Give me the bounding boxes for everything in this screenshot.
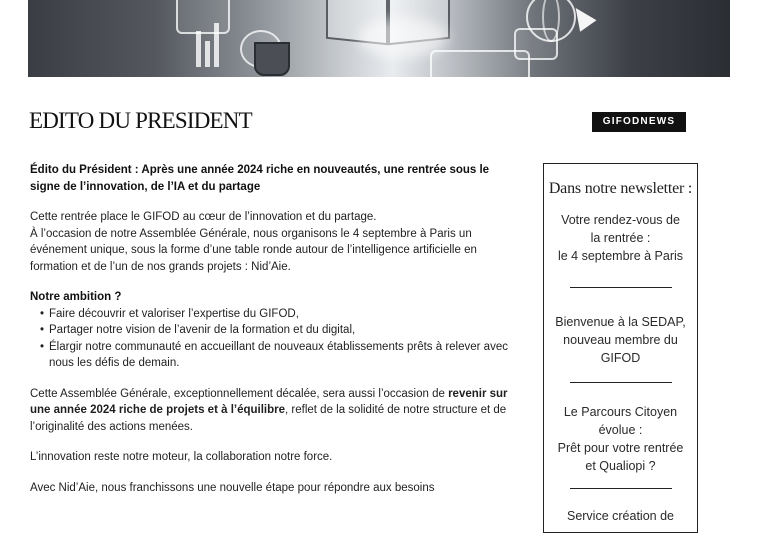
list-item: • Élargir notre communauté en accueillant de nouveaux établissements prêts à relever avec nous les défis de demain. <box>30 339 522 372</box>
assembly-text-bold: revenir sur une année 2024 riche de projets et à l’équilibre <box>30 387 508 416</box>
hero-bar-1 <box>196 31 201 67</box>
article-paragraph-event: À l’occasion de notre Assemblée Générale, nous organisons le 4 septembre à Paris un événement unique, sous la forme d’une table ronde autour de l’intelligence artificielle en formation et de l’un de nos grands projets : Nid’Aie. <box>30 227 477 273</box>
edito-article <box>30 162 522 496</box>
newsletter-item-line: la rentrée : <box>590 231 651 245</box>
newsletter-divider <box>570 488 672 489</box>
assembly-text-start: Cette Assemblée Générale, exceptionnellement décalée, sera aussi l’occasion de <box>30 387 449 400</box>
newsletter-item-parcours[interactable] <box>544 403 697 475</box>
newsletter-box <box>543 163 698 533</box>
newsletter-item-line: Bienvenue à la SEDAP, <box>555 315 686 329</box>
article-paragraph-intro: Cette rentrée place le GIFOD au cœur de l’innovation et du partage. <box>30 211 377 223</box>
article-paragraph-nidaie: Avec Nid’Aie, nous franchissons une nouvelle étape pour répondre aux besoins <box>30 481 435 494</box>
list-item: • Partager notre vision de l’avenir de la formation et du digital, <box>30 322 522 339</box>
newsletter-item-line: évolue : <box>598 423 643 437</box>
globe-icon <box>526 0 576 42</box>
hero-cup <box>254 42 290 76</box>
newsletter-item-line: Votre rendez-vous de <box>561 213 680 227</box>
newsletter-item-sedap[interactable] <box>544 313 697 367</box>
newsletter-divider <box>570 287 672 288</box>
list-item: • Faire découvrir et valoriser l’expertise du GIFOD, <box>30 306 522 323</box>
newsletter-item-service[interactable] <box>544 507 697 525</box>
hero-image <box>28 0 730 77</box>
hero-bar-2 <box>205 41 210 67</box>
assembly-text-end: , reflet de la solidité de notre structure et de l’originalité des actions menées. <box>30 404 507 433</box>
newsletter-item-line: nouveau membre du <box>563 333 678 347</box>
ambition-list <box>30 306 522 372</box>
article-lead: Édito du Président : Après une année 2024 riche en nouveautés, une rentrée sous le signe de l’innovation, de l’IA et du partage <box>30 164 490 193</box>
newsletter-item-line: GIFOD <box>600 351 641 365</box>
newsletter-item-line: le 4 septembre à Paris <box>557 249 684 263</box>
ambition-heading: Notre ambition ? <box>30 291 122 303</box>
newsletter-divider <box>570 382 672 383</box>
page-title: EDITO DU PRESIDENT <box>29 108 252 133</box>
article-paragraph-motto: L’innovation reste notre moteur, la collaboration notre force. <box>30 451 333 463</box>
newsletter-title: Dans notre newsletter : <box>548 180 693 197</box>
newsletter-item-rendezvous[interactable] <box>544 211 697 265</box>
newsletter-item-line: Prêt pour votre rentrée <box>557 441 684 455</box>
hero-chart-tile <box>176 0 230 34</box>
newsletter-item-line: Service création de <box>566 509 674 523</box>
hero-glow <box>358 18 448 58</box>
article-paragraph-assembly <box>30 386 522 436</box>
gifodnews-badge[interactable]: GIFODNEWS <box>592 112 686 132</box>
newsletter-item-line: Le Parcours Citoyen <box>563 405 678 419</box>
hero-bar-3 <box>214 23 219 67</box>
newsletter-item-line: et Qualiopi ? <box>585 459 656 473</box>
